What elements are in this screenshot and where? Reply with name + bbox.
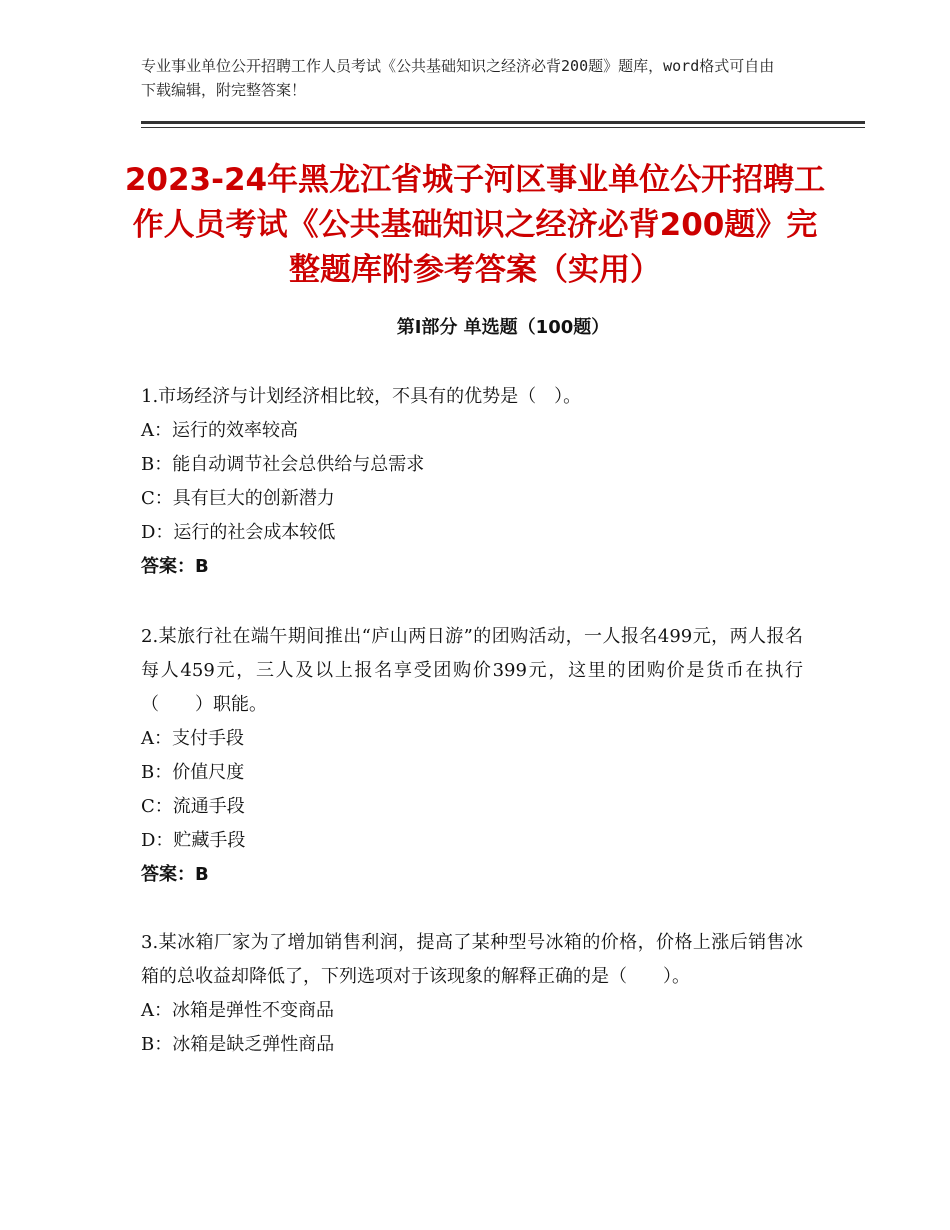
document-title: 2023-24年黑龙江省城子河区事业单位公开招聘工作人员考试《公共基础知识之经济必背200题》完整题库附参考答案（实用） [124,162,826,288]
section-title: 第Ⅰ部分 单选题（100题） [396,317,610,338]
header-divider-thick [141,121,865,124]
option-c: C：流通手段 [141,796,245,817]
answer-line: 答案：B [141,556,209,577]
question-stem: 1.市场经济与计划经济相比较，不具有的优势是（ ）。 [141,386,582,407]
option-d: D：运行的社会成本较低 [141,522,336,543]
option-a: A：运行的效率较高 [141,420,298,441]
question-2 [141,620,811,892]
option-a: A：支付手段 [141,728,244,749]
option-b: B：能自动调节社会总供给与总需求 [141,454,425,475]
question-1 [141,380,811,584]
option-d: D：贮藏手段 [141,830,246,851]
option-c: C：具有巨大的创新潜力 [141,488,335,509]
option-a: A：冰箱是弹性不变商品 [141,1000,334,1021]
option-b: B：冰箱是缺乏弹性商品 [141,1034,335,1055]
question-stem: 3.某冰箱厂家为了增加销售利润，提高了某种型号冰箱的价格，价格上涨后销售冰箱的总收益却降低了，下列选项对于该现象的解释正确的是（ ）。 [141,932,803,987]
option-b: B：价值尺度 [141,762,245,783]
answer-line: 答案：B [141,864,209,885]
question-3 [141,926,811,1062]
header-note: 专业事业单位公开招聘工作人员考试《公共基础知识之经济必背200题》题库，word格式可自由下载编辑，附完整答案！ [141,57,775,99]
header-divider-thin [141,127,865,128]
question-stem: 2.某旅行社在端午期间推出“庐山两日游”的团购活动，一人报名499元，两人报名每人459元，三人及以上报名享受团购价399元，这里的团购价是货币在执行（ ）职能。 [141,626,803,715]
